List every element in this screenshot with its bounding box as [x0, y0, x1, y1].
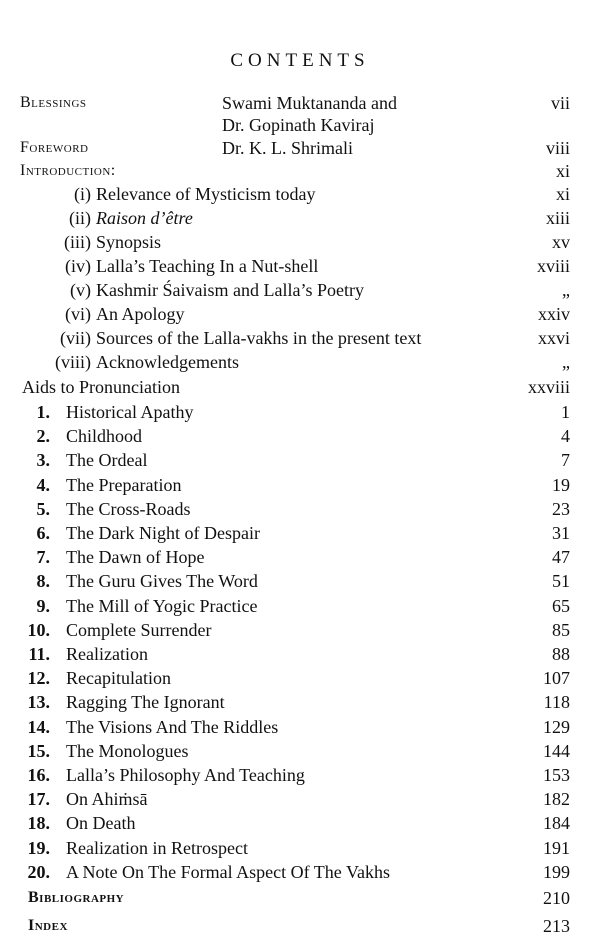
entry-page: 7 — [561, 450, 570, 471]
entry-page: xxvi — [537, 328, 570, 348]
entry-title: On Ahiṁsā — [66, 789, 148, 810]
entry-title: Realization — [66, 644, 148, 664]
entry-label: Aids to Pronunciation — [22, 377, 180, 397]
entry-page: 213 — [543, 916, 570, 936]
entry-label: Foreword — [20, 139, 89, 156]
entry-title: Ragging The Ignorant — [66, 692, 225, 713]
entry-number: (v) — [70, 280, 91, 300]
entry-page: 65 — [552, 595, 570, 616]
toc-entry — [0, 860, 600, 884]
entry-page: 144 — [543, 740, 570, 761]
entry-page: 31 — [552, 523, 570, 543]
entry-page: xviii — [536, 256, 570, 276]
entry-number: 16. — [27, 765, 50, 785]
entry-page: viii — [545, 138, 570, 158]
entry-number: 7. — [36, 547, 50, 568]
entry-page: 23 — [552, 498, 570, 519]
entry-number: 1. — [36, 402, 50, 422]
entry-page: 191 — [543, 837, 570, 858]
toc-entry — [0, 811, 600, 835]
entry-title: Lalla’s Philosophy And Teaching — [66, 765, 305, 785]
toc-entry — [0, 424, 600, 448]
toc-entry — [0, 715, 600, 739]
toc-entry — [0, 545, 600, 569]
entry-title: The Cross-Roads — [66, 498, 191, 519]
entry-title: Synopsis — [96, 232, 162, 252]
toc-entry-index — [0, 914, 600, 938]
entry-author: Swami Muktananda and — [222, 93, 397, 113]
toc-entry-blessings-cont — [0, 113, 600, 137]
entry-number: 19. — [27, 837, 50, 858]
entry-number: 14. — [27, 716, 50, 737]
toc-entry — [0, 666, 600, 690]
entry-title: The Mill of Yogic Practice — [66, 595, 258, 616]
entry-title: Lalla’s Teaching In a Nut-shell — [96, 256, 319, 276]
entry-number: (i) — [74, 184, 91, 204]
entry-title: The Guru Gives The Word — [66, 571, 258, 592]
entry-label: Bibliography — [28, 889, 125, 906]
entry-page: 199 — [543, 861, 570, 882]
entry-title: Kashmir Śaivaism and Lalla’s Poetry — [96, 280, 364, 300]
entry-number: (iii) — [64, 232, 91, 252]
entry-title: Sources of the Lalla-vakhs in the present text — [96, 328, 422, 348]
toc-entry-blessings — [0, 91, 600, 115]
toc-entry — [0, 278, 600, 302]
entry-page: 51 — [552, 571, 570, 592]
page-title: CONTENTS — [230, 50, 370, 71]
entry-page: 1 — [561, 402, 570, 422]
entry-page: xi — [555, 161, 570, 181]
entry-title: The Dawn of Hope — [66, 547, 205, 568]
entry-title: On Death — [66, 813, 136, 834]
toc-entry-introduction — [0, 159, 600, 183]
entry-title: Realization in Retrospect — [66, 837, 248, 858]
entry-number: (viii) — [55, 352, 91, 372]
entry-author: Dr. Gopinath Kaviraj — [222, 115, 375, 135]
toc-entry-bibliography — [0, 886, 600, 910]
toc-entry — [0, 569, 600, 593]
entry-page: 4 — [561, 426, 570, 447]
entry-number: (ii) — [69, 208, 91, 228]
entry-number: (vi) — [65, 304, 91, 324]
entry-page: 118 — [543, 692, 570, 713]
entry-number: 6. — [36, 523, 50, 543]
entry-page: „ — [562, 352, 570, 372]
entry-title: The Dark Night of Despair — [66, 523, 260, 543]
entry-page: xxviii — [527, 377, 570, 397]
toc-entry — [0, 302, 600, 326]
toc-entry — [0, 836, 600, 860]
entry-title: Relevance of Mysticism today — [96, 184, 316, 204]
entry-number: 8. — [36, 571, 50, 592]
toc-entry-foreword — [0, 136, 600, 160]
entry-page: xi — [555, 184, 570, 204]
entry-label: Blessings — [20, 94, 87, 111]
entry-title: Acknowledgements — [96, 352, 239, 372]
entry-page: 47 — [552, 547, 570, 568]
entry-page: xv — [552, 232, 570, 252]
entry-page: „ — [562, 280, 570, 300]
entry-number: 4. — [36, 474, 50, 495]
entry-number: 9. — [36, 595, 50, 616]
toc-entry — [0, 594, 600, 618]
entry-title: Raison d’être — [96, 208, 193, 228]
entry-number: 18. — [27, 813, 50, 834]
entry-number: 17. — [27, 789, 50, 810]
entry-number: 2. — [36, 426, 50, 447]
toc-entry — [0, 230, 600, 254]
toc-entry — [0, 521, 600, 545]
entry-title: An Apology — [96, 304, 185, 324]
toc-entry — [0, 326, 600, 350]
toc-entry — [0, 787, 600, 811]
entry-title: The Monologues — [66, 740, 189, 761]
entry-number: 13. — [27, 692, 50, 713]
entry-page: xxiv — [537, 304, 570, 324]
toc-entry — [0, 739, 600, 763]
toc-entry — [0, 448, 600, 472]
entry-page: 153 — [543, 765, 570, 785]
toc-entry — [0, 497, 600, 521]
entry-title: Historical Apathy — [66, 402, 194, 422]
toc-entry — [0, 182, 600, 206]
entry-number: 11. — [28, 644, 50, 664]
entry-number: 20. — [27, 861, 50, 882]
entry-number: (vii) — [60, 328, 91, 348]
entry-page: 210 — [543, 888, 570, 908]
entry-title: A Note On The Formal Aspect Of The Vakhs — [66, 861, 390, 882]
entry-title: Complete Surrender — [66, 619, 212, 640]
toc-entry — [0, 690, 600, 714]
entry-title: The Preparation — [66, 474, 182, 495]
toc-entry-aids — [0, 375, 600, 399]
toc-entry — [0, 763, 600, 787]
toc-entry — [0, 350, 600, 374]
entry-title: Childhood — [66, 426, 143, 447]
entry-page: 88 — [552, 644, 570, 664]
entry-number: 12. — [27, 668, 50, 689]
entry-label: Index — [28, 917, 68, 934]
toc-entry — [0, 400, 600, 424]
toc-entry — [0, 206, 600, 230]
entry-label: Introduction: — [20, 162, 116, 179]
entry-title: Recapitulation — [66, 668, 171, 689]
entry-title: The Visions And The Riddles — [66, 716, 279, 737]
entry-number: (iv) — [65, 256, 91, 276]
toc-entry — [0, 642, 600, 666]
entry-page: 107 — [543, 668, 570, 689]
entry-page: 182 — [543, 789, 570, 810]
entry-number: 3. — [36, 450, 50, 471]
entry-page: vii — [550, 93, 570, 113]
entry-page: 184 — [543, 813, 570, 834]
entry-author: Dr. K. L. Shrimali — [222, 138, 353, 158]
entry-number: 10. — [27, 619, 50, 640]
toc-entry — [0, 618, 600, 642]
toc-entry — [0, 473, 600, 497]
toc-entry — [0, 254, 600, 278]
entry-title: The Ordeal — [66, 450, 148, 471]
entry-number: 15. — [27, 740, 50, 761]
entry-page: 19 — [552, 474, 570, 495]
entry-page: xiii — [545, 208, 570, 228]
entry-number: 5. — [36, 498, 50, 519]
entry-page: 85 — [552, 619, 570, 640]
entry-page: 129 — [543, 716, 570, 737]
